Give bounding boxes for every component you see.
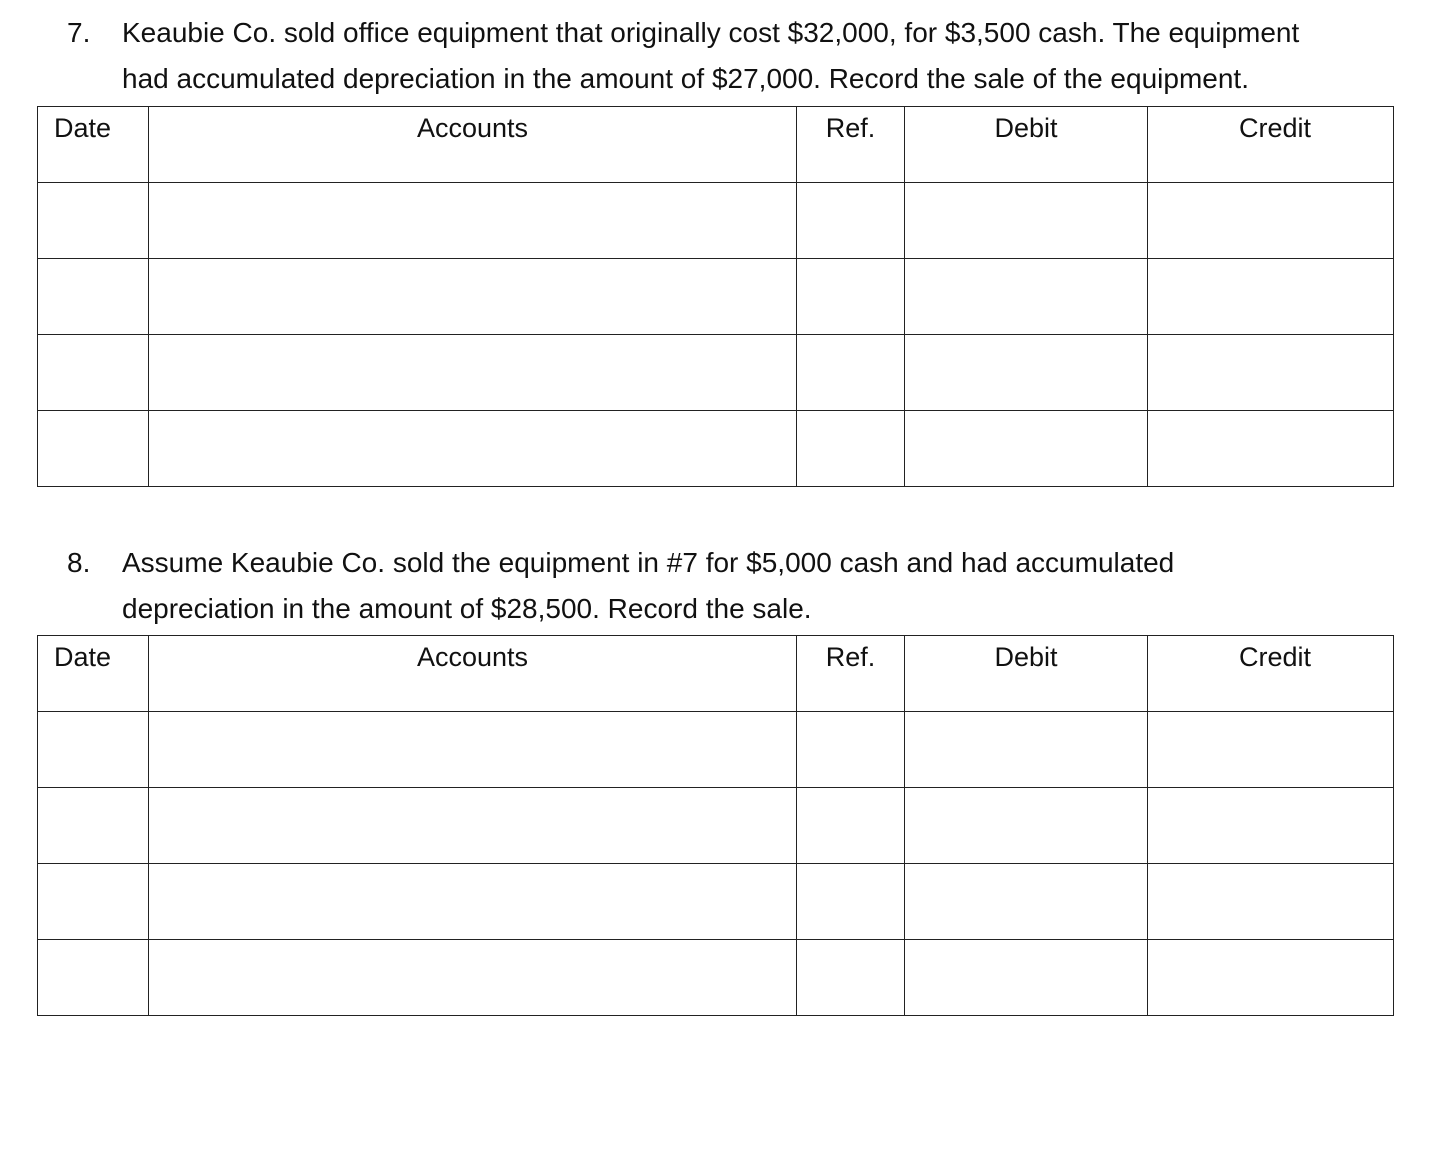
journal-entry-row xyxy=(38,788,1394,864)
header-date: Date xyxy=(38,636,149,712)
ref-cell[interactable] xyxy=(797,259,905,335)
journal-entry-row xyxy=(38,259,1394,335)
debit-cell[interactable] xyxy=(905,183,1148,259)
credit-cell[interactable] xyxy=(1148,259,1394,335)
date-cell[interactable] xyxy=(38,940,149,1016)
accounts-cell[interactable] xyxy=(149,259,797,335)
header-ref: Ref. xyxy=(797,636,905,712)
question-7-number: 7. xyxy=(67,17,91,48)
debit-cell[interactable] xyxy=(905,259,1148,335)
accounts-cell[interactable] xyxy=(149,335,797,411)
ref-cell[interactable] xyxy=(797,183,905,259)
header-accounts: Accounts xyxy=(149,636,797,712)
accounts-cell[interactable] xyxy=(149,864,797,940)
date-cell[interactable] xyxy=(38,411,149,487)
journal-entry-row xyxy=(38,940,1394,1016)
question-7-text-line-2: had accumulated depreciation in the amount of $27,000. Record the sale of the equipment. xyxy=(122,63,1249,94)
debit-cell[interactable] xyxy=(905,788,1148,864)
header-credit: Credit xyxy=(1148,636,1394,712)
credit-cell[interactable] xyxy=(1148,335,1394,411)
header-date: Date xyxy=(38,107,149,183)
journal-entry-row xyxy=(38,864,1394,940)
debit-cell[interactable] xyxy=(905,712,1148,788)
ref-cell[interactable] xyxy=(797,411,905,487)
ref-cell[interactable] xyxy=(797,864,905,940)
question-8-number: 8. xyxy=(67,547,91,578)
debit-cell[interactable] xyxy=(905,864,1148,940)
accounts-cell[interactable] xyxy=(149,940,797,1016)
journal-header-row xyxy=(38,107,1394,183)
journal-entry-row xyxy=(38,335,1394,411)
credit-cell[interactable] xyxy=(1148,411,1394,487)
date-cell[interactable] xyxy=(38,712,149,788)
date-cell[interactable] xyxy=(38,183,149,259)
credit-cell[interactable] xyxy=(1148,183,1394,259)
credit-cell[interactable] xyxy=(1148,788,1394,864)
ref-cell[interactable] xyxy=(797,788,905,864)
ref-cell[interactable] xyxy=(797,335,905,411)
journal-header-row xyxy=(38,636,1394,712)
accounts-cell[interactable] xyxy=(149,788,797,864)
accounts-cell[interactable] xyxy=(149,411,797,487)
ref-cell[interactable] xyxy=(797,712,905,788)
journal-entry-row xyxy=(38,411,1394,487)
header-credit: Credit xyxy=(1148,107,1394,183)
date-cell[interactable] xyxy=(38,788,149,864)
credit-cell[interactable] xyxy=(1148,864,1394,940)
date-cell[interactable] xyxy=(38,335,149,411)
journal-entry-row xyxy=(38,712,1394,788)
accounts-cell[interactable] xyxy=(149,183,797,259)
journal-table-8 xyxy=(37,635,1394,1016)
credit-cell[interactable] xyxy=(1148,712,1394,788)
header-debit: Debit xyxy=(905,636,1148,712)
header-accounts: Accounts xyxy=(149,107,797,183)
question-8-text-line-1: Assume Keaubie Co. sold the equipment in #7 for $5,000 cash and had accumulated xyxy=(122,547,1175,578)
credit-cell[interactable] xyxy=(1148,940,1394,1016)
question-7-text-line-1: Keaubie Co. sold office equipment that originally cost $32,000, for $3,500 cash. The equipment xyxy=(122,17,1300,48)
ref-cell[interactable] xyxy=(797,940,905,1016)
journal-table-7 xyxy=(37,106,1394,487)
date-cell[interactable] xyxy=(38,259,149,335)
header-debit: Debit xyxy=(905,107,1148,183)
debit-cell[interactable] xyxy=(905,411,1148,487)
header-ref: Ref. xyxy=(797,107,905,183)
journal-entry-row xyxy=(38,183,1394,259)
accounts-cell[interactable] xyxy=(149,712,797,788)
debit-cell[interactable] xyxy=(905,335,1148,411)
debit-cell[interactable] xyxy=(905,940,1148,1016)
question-8-text-line-2: depreciation in the amount of $28,500. Record the sale. xyxy=(122,593,812,624)
date-cell[interactable] xyxy=(38,864,149,940)
